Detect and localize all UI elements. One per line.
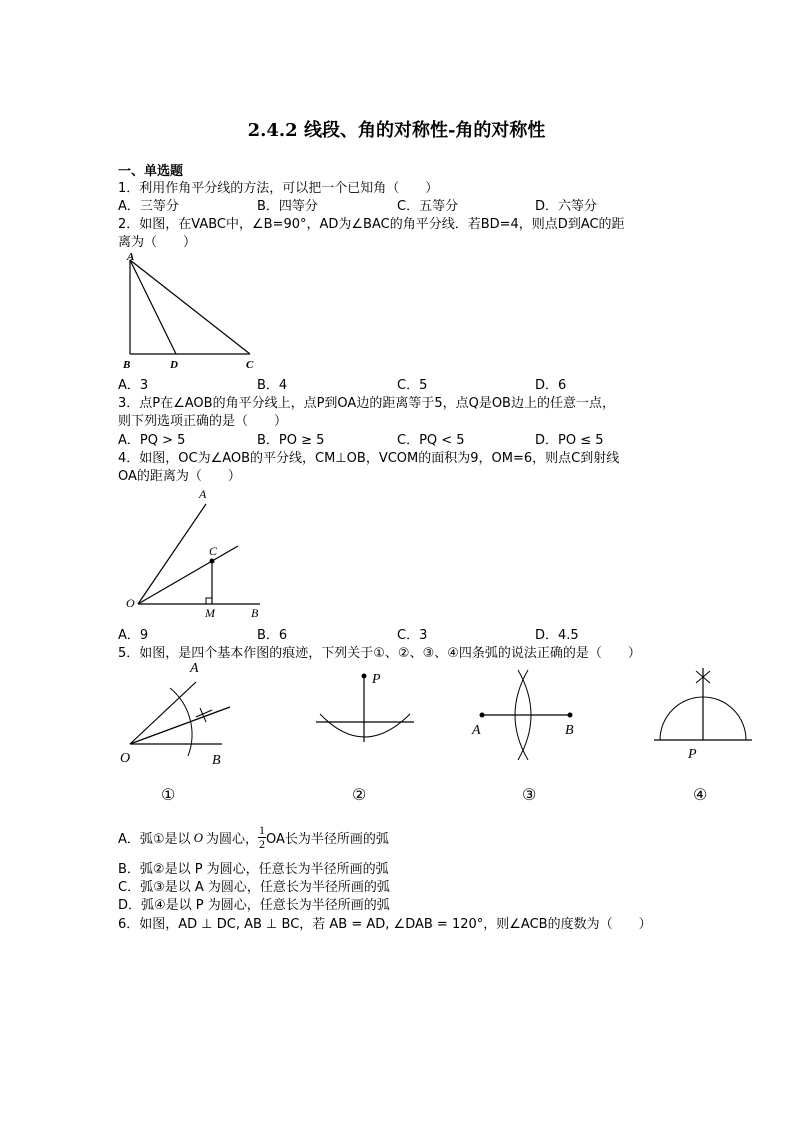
q5-option-b[interactable]: B．弧②是以 P 为圆心，任意长为半径所画的弧	[118, 862, 389, 877]
fraction-denominator: 2	[258, 837, 265, 851]
q4-stem-line1: 4．如图，OC为∠AOB的平分线，CM⊥OB，VCOM的面积为9，OM=6，则点C到射线	[118, 451, 620, 466]
q5-fig3-label-a: A	[472, 723, 481, 738]
q2-stem-line2: 离为（ ）	[118, 235, 197, 250]
q5-fig2-label-p: P	[372, 672, 381, 687]
q4-label-b: B	[251, 606, 259, 620]
q6-stem: 6．如图，AD ⊥ DC, AB ⊥ BC，若 AB = AD, ∠DAB = 120°，则∠ACB的度数为（ ）	[118, 917, 652, 932]
q5-fig1-label-o: O	[120, 751, 131, 766]
q5-figure-1	[112, 658, 242, 776]
q5-option-c[interactable]: C．弧③是以 A 为圆心，任意长为半径所画的弧	[118, 880, 390, 895]
q5-caption-1: ①	[161, 785, 176, 804]
q5-fig1-label-b: B	[212, 753, 221, 768]
q5-fig1-label-a: A	[190, 661, 199, 676]
q1-option-d[interactable]: D．六等分	[535, 199, 598, 214]
q2-option-c[interactable]: C．5	[397, 378, 428, 393]
q3-option-c[interactable]: C．PQ < 5	[397, 433, 465, 448]
q1-option-b[interactable]: B．四等分	[257, 199, 318, 214]
q5-caption-2: ②	[352, 785, 367, 804]
q2-label-b: B	[123, 359, 131, 371]
q3-stem-line2: 则下列选项正确的是（ ）	[118, 414, 288, 429]
q1-option-a[interactable]: A．三等分	[118, 199, 179, 214]
page-title: 2.4.2 线段、角的对称性-角的对称性	[247, 120, 546, 141]
q2-label-d: D	[170, 359, 178, 371]
q5-option-d[interactable]: D．弧④是以 P 为圆心，任意长为半径所画的弧	[118, 898, 390, 913]
q5-option-a-prefix: A．弧①是以	[118, 832, 191, 847]
q5-option-a-fraction	[258, 824, 266, 851]
q4-label-c: C	[209, 544, 218, 558]
q2-option-d[interactable]: D．6	[535, 378, 567, 393]
q5-stem: 5．如图，是四个基本作图的痕迹，下列关于①、②、③、④四条弧的说法正确的是（ ）	[118, 646, 641, 661]
q4-option-c[interactable]: C．3	[397, 628, 428, 643]
q4-label-o: O	[126, 596, 135, 610]
q1-option-c[interactable]: C．五等分	[397, 199, 459, 214]
q5-figure-2	[310, 664, 420, 764]
fraction-numerator: 1	[258, 823, 265, 837]
q4-option-a[interactable]: A．9	[118, 628, 149, 643]
section-heading: 一、单选题	[118, 164, 184, 179]
q5-fig3-label-b: B	[565, 723, 574, 738]
q5-option-a-var: O	[193, 829, 203, 845]
q5-figure-4	[650, 662, 758, 772]
q2-option-b[interactable]: B．4	[257, 378, 288, 393]
q2-stem-line1: 2．如图，在VABC中，∠B=90°，AD为∠BAC的角平分线．若BD=4，则点D到AC的距	[118, 217, 625, 232]
q1-stem: 1．利用作角平分线的方法，可以把一个已知角（ ）	[118, 181, 439, 196]
q4-option-d[interactable]: D．4.5	[535, 628, 579, 643]
q4-label-m: M	[205, 606, 215, 620]
q3-option-a[interactable]: A．PQ > 5	[118, 433, 186, 448]
q2-option-a[interactable]: A．3	[118, 378, 149, 393]
q2-triangle-figure	[118, 250, 263, 372]
q5-figure-3	[466, 664, 586, 774]
q4-stem-line2: OA的距离为（ ）	[118, 469, 241, 484]
q3-option-b[interactable]: B．PO ≥ 5	[257, 433, 325, 448]
q4-label-a: A	[199, 487, 207, 501]
q4-angle-figure	[118, 484, 278, 624]
q5-option-a-suffix: OA长为半径所画的弧	[265, 832, 389, 847]
q5-option-a-mid: 为圆心，	[205, 832, 258, 847]
q3-stem-line1: 3．点P在∠AOB的角平分线上，点P到OA边的距离等于5，点Q是OB边上的任意一点，	[118, 396, 615, 411]
q5-caption-4: ④	[693, 785, 708, 804]
q4-option-b[interactable]: B．6	[257, 628, 288, 643]
q3-option-d[interactable]: D．PO ≤ 5	[535, 433, 604, 448]
q2-label-c: C	[246, 359, 254, 371]
q2-label-a: A	[127, 251, 135, 263]
q5-caption-3: ③	[522, 785, 537, 804]
q5-option-a[interactable]	[118, 824, 389, 851]
q5-fig4-label-p: P	[688, 747, 697, 762]
